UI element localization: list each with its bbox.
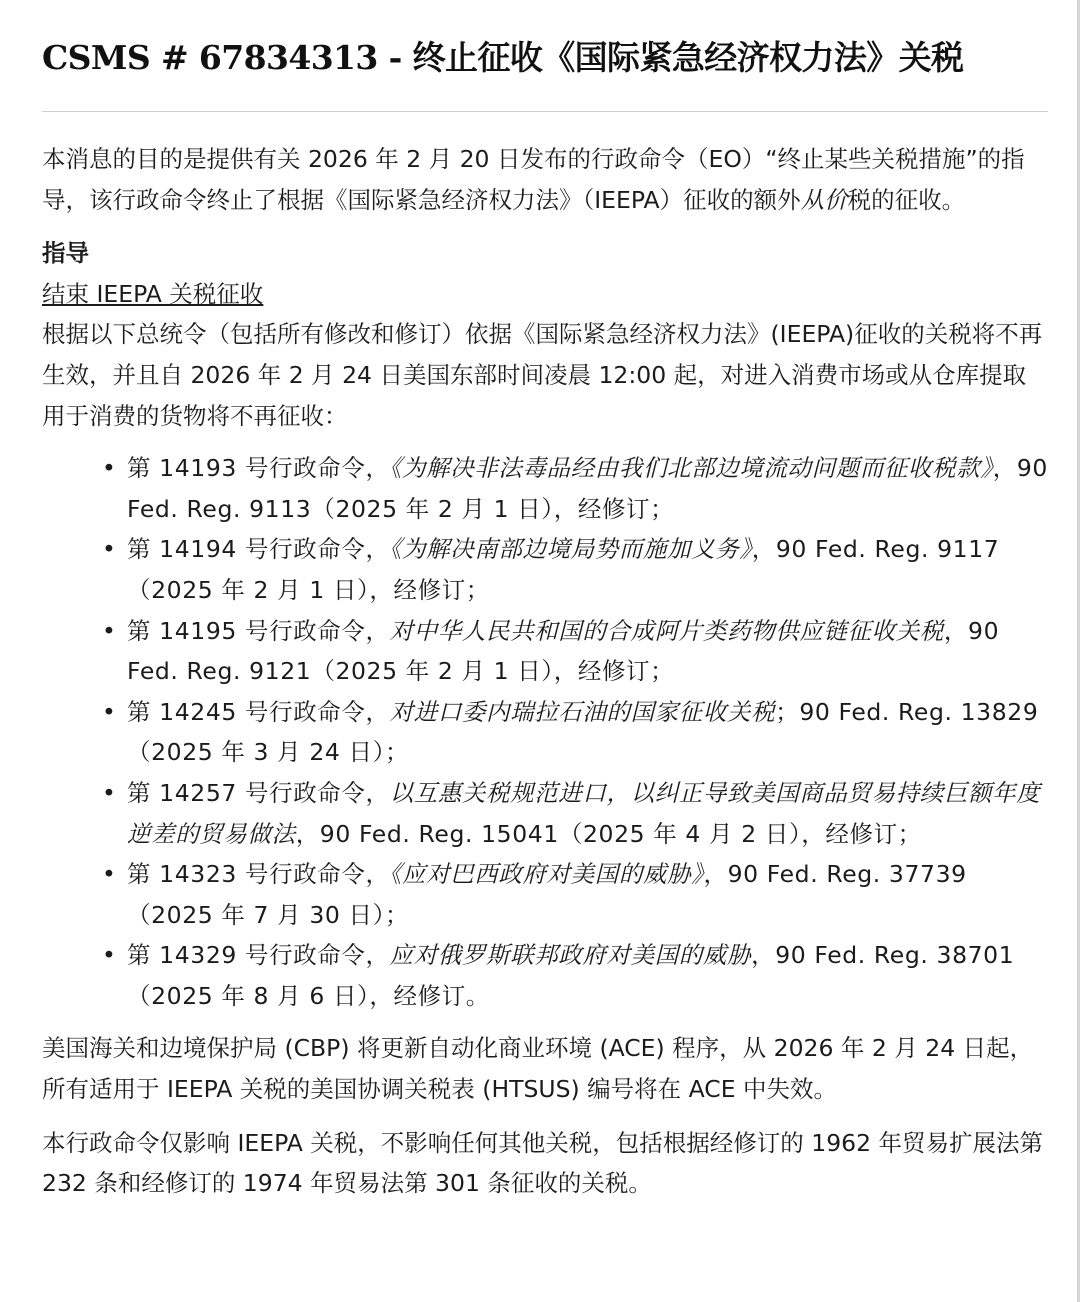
- eo-citation: ，90 Fed. Reg. 15041（2025 年 4 月 2 日），经修订；: [295, 819, 922, 848]
- eo-prefix: 第 14193 号行政命令，: [127, 454, 390, 483]
- eo-prefix: 第 14323 号行政命令，: [127, 860, 390, 889]
- intro-text-end: 税的征收。: [847, 185, 966, 214]
- bullet-icon: •: [102, 941, 117, 970]
- eo-title: 以互惠关税规范进口，以纠正导致美国商品贸易持续巨额年度逆差的贸易做法: [127, 778, 1041, 848]
- list-item: [102, 611, 1048, 692]
- eo-prefix: 第 14245 号行政命令，: [127, 697, 390, 726]
- bullet-icon: •: [102, 697, 117, 726]
- eo-prefix: 第 14329 号行政命令，: [127, 941, 390, 970]
- page-title: CSMS # 67834313 - 终止征收《国际紧急经济权力法》关税: [42, 38, 964, 77]
- intro-italic-term: 从价: [800, 185, 848, 214]
- list-item: [102, 692, 1048, 773]
- bullet-icon: •: [102, 778, 117, 807]
- intro-paragraph: [42, 139, 1048, 220]
- bullet-icon: •: [102, 535, 117, 564]
- title-divider: [42, 111, 1048, 112]
- eo-title: 应对俄罗斯联邦政府对美国的威胁: [389, 941, 752, 970]
- guidance-body: 根据以下总统令（包括所有修改和修订）依据《国际紧急经济权力法》(IEEPA)征收的关税将不再生效，并且自 2026 年 2 月 24 日美国东部时间凌晨 12:00 起，对进入消费市场或从仓库提取用于消费的货物将不再征收：: [42, 320, 1043, 430]
- executive-order-list: [42, 448, 1048, 1016]
- bullet-icon: •: [102, 616, 117, 645]
- bullet-icon: •: [102, 860, 117, 889]
- list-item: [102, 935, 1048, 1016]
- eo-title: 对进口委内瑞拉石油的国家征收关税: [389, 697, 776, 726]
- bullet-icon: •: [102, 454, 117, 483]
- message-page: [42, 0, 1048, 1204]
- eo-title: 对中华人民共和国的合成阿片类药物供应链征收关税: [389, 616, 944, 645]
- eo-prefix: 第 14194 号行政命令，: [127, 535, 390, 564]
- list-item: [102, 448, 1048, 529]
- eo-citation: ，90 Fed. Reg. 9113（2025 年 2 月 1 日），经修订；: [127, 454, 1048, 523]
- eo-citation: ，90 Fed. Reg. 9121（2025 年 2 月 1 日），经修订；: [127, 616, 1000, 686]
- end-ieepa-collection-link[interactable]: 结束 IEEPA 关税征收: [42, 279, 264, 308]
- eo-citation: ，90 Fed. Reg. 38701（2025 年 8 月 6 日），经修订。: [127, 941, 1015, 1010]
- eo-prefix: 第 14257 号行政命令，: [127, 778, 390, 807]
- eo-title: 《为解决非法毒品经由我们北部边境流动问题而征收税款》: [389, 454, 993, 483]
- list-item: [102, 529, 1048, 610]
- list-item: [102, 854, 1048, 935]
- cbp-ace-paragraph: 美国海关和边境保护局 (CBP) 将更新自动化商业环境 (ACE) 程序，从 2026 年 2 月 24 日起，所有适用于 IEEPA 关税的美国协调关税表 (HTSUS) 编号将在 ACE 中失效。: [42, 1034, 1034, 1104]
- eo-title: 《应对巴西政府对美国的威胁》: [389, 860, 704, 889]
- scope-paragraph: 本行政命令仅影响 IEEPA 关税，不影响任何其他关税，包括根据经修订的 1962 年贸易扩展法第 232 条和经修订的 1974 年贸易法第 301 条征收的关税。: [42, 1128, 1044, 1198]
- list-item: [102, 773, 1048, 854]
- eo-citation: ，90 Fed. Reg. 9117（2025 年 2 月 1 日），经修订；: [127, 535, 1000, 604]
- eo-citation: ；90 Fed. Reg. 13829（2025 年 3 月 24 日）；: [127, 697, 1039, 767]
- eo-title: 《为解决南部边境局势而施加义务》: [389, 535, 752, 564]
- eo-prefix: 第 14195 号行政命令，: [127, 616, 390, 645]
- eo-citation: ，90 Fed. Reg. 37739（2025 年 7 月 30 日）；: [127, 860, 967, 929]
- intro-text-start: 本消息的目的是提供有关 2026 年 2 月 20 日发布的行政命令（EO）“终止某些关税措施”的指导，该行政命令终止了根据《国际紧急经济权力法》（IEEPA）征收的额外: [42, 145, 1025, 214]
- guidance-heading: 指导: [42, 239, 89, 268]
